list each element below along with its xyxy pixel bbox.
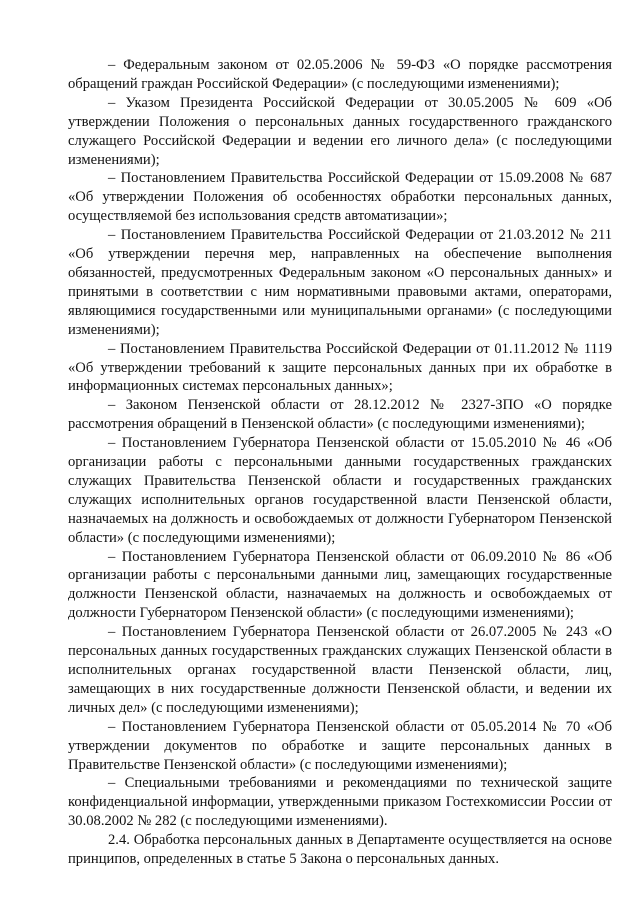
paragraph-governor-resolution-243: – Постановлением Губернатора Пензенской области от 26.07.2005 № 243 «О персональных данных государственных гражданских служащих Пензенской области в исполнительных органах государственной власти Пензенской области, лиц, замещающих в них государственные должности Пензенской области, и ведении их личных дел» (с последующими изменениями); <box>68 624 612 716</box>
paragraph-federal-law-59fz: – Федеральным законом от 02.05.2006 № 59-ФЗ «О порядке рассмотрения обращений граждан Российской Федерации» (с последующими изменениями); <box>68 57 612 92</box>
paragraph-governor-resolution-46: – Постановлением Губернатора Пензенской области от 15.05.2010 № 46 «Об организации работы с персональными данными государственных гражданских служащих Правительства Пензенской области и государственных гражданских служащих исполнительных органов государственной власти Пензенской области, назначаемых на должность и освобождаемых от должности Губернатором Пензенской области» (с последующими изменениями); <box>68 435 612 546</box>
paragraph-section-2-4: 2.4. Обработка персональных данных в Департаменте осуществляется на основе принципов, определенных в статье 5 Закона о персональных данных. <box>68 832 612 868</box>
paragraph-government-resolution-211: – Постановлением Правительства Российской Федерации от 21.03.2012 № 211 «Об утверждении перечня мер, направленных на обеспечение выполнения обязанностей, предусмотренных Федеральным законом «О персональных данных» и принятыми в соответствии с ним нормативными правовыми актами, операторами, являющимися государственными или муниципальными органами» (с последующими изменениями); <box>68 227 612 338</box>
paragraph-government-resolution-687: – Постановлением Правительства Российской Федерации от 15.09.2008 № 687 «Об утверждении Положения об особенностях обработки персональных данных, осуществляемой без использования средств автоматизации»; <box>68 170 612 225</box>
paragraph-penza-law-2327: – Законом Пензенской области от 28.12.2012 № 2327-ЗПО «О порядке рассмотрения обращений в Пензенской области» (с последующими изменениями); <box>68 397 612 433</box>
paragraph-government-resolution-1119: – Постановлением Правительства Российской Федерации от 01.11.2012 № 1119 «Об утверждении требований к защите персональных данных при их обработке в информационных системах персональных данных»; <box>68 340 612 395</box>
paragraph-presidential-decree-609: – Указом Президента Российской Федерации от 30.05.2005 № 609 «Об утверждении Положения о персональных данных государственного гражданского служащего Российской Федерации и ведении его личного дела» (с последующими изменениями); <box>68 94 612 168</box>
paragraph-governor-resolution-70: – Постановлением Губернатора Пензенской области от 05.05.2014 № 70 «Об утверждении документов по обработке и защите персональных данных в Правительстве Пензенской области» (с последующими изменениями); <box>68 718 612 773</box>
paragraph-special-requirements-282: – Специальными требованиями и рекомендациями по технической защите конфиденциальной информации, утвержденными приказом Гостехкомиссии России от 30.08.2002 № 282 (с последующими изменениями). <box>68 775 612 830</box>
paragraph-governor-resolution-86: – Постановлением Губернатора Пензенской области от 06.09.2010 № 86 «Об организации работы с персональными данными лиц, замещающих государственные должности Пензенской области, назначаемых на должность и освобождаемых от должности Губернатором Пензенской области» (с последующими изменениями); <box>68 548 612 622</box>
